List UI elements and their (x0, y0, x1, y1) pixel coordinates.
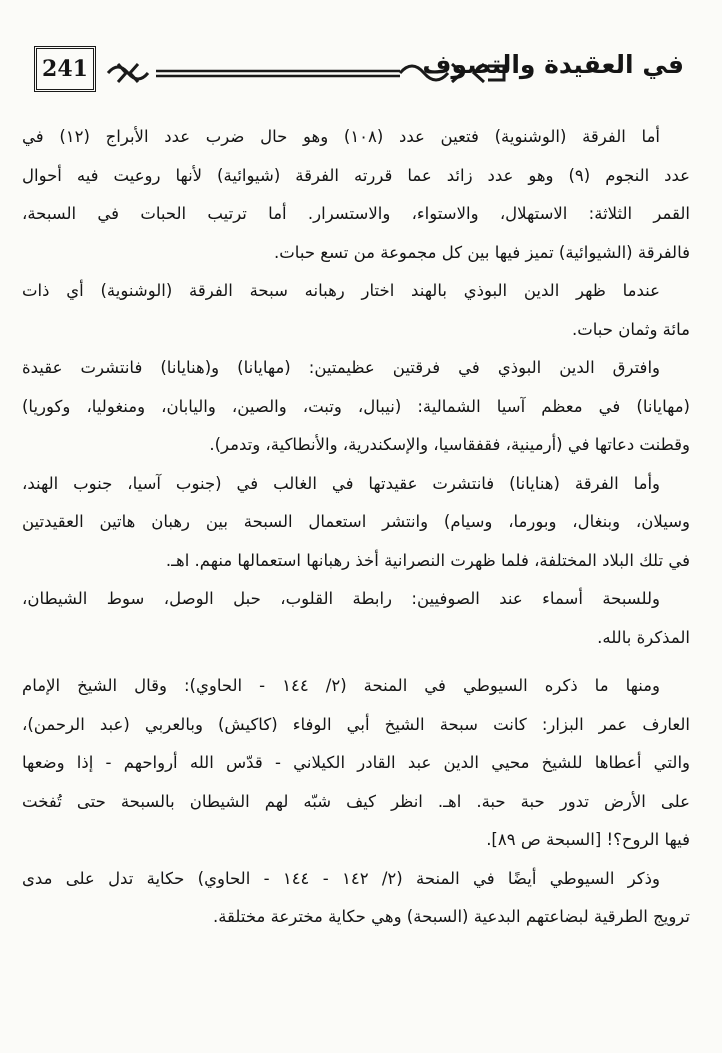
text-line: مائة وثمان حبات. (571, 319, 690, 339)
text-line: وقطنت دعاتها في (أرمينية، فقفقاسيا، والإسكندرية، والأنطاكية، وتدمر). (209, 435, 690, 454)
text-line: (مهايانا) في معظم آسيا الشمالية: (نيبال، وتبت، والصين، واليابان، ومنغوليا، وكوريا) (22, 396, 690, 416)
text-line: والتي أعطاها للشيخ محيي الدين عبد القادر الكيلاني - قدّس الله أرواحهم - إذا وضعها (22, 753, 690, 772)
text-line: فالفرقة (الشيوائية) تميز فيها بين كل مجموعة من تسع حبات. (274, 242, 690, 262)
text-line: وأما الفرقة (هنايانا) فانتشرت عقيدتها في الغالب في (جنوب آسيا، جنوب الهند، (22, 473, 660, 493)
text-line: عدد النجوم (٩) وهو عدد زائد عما قررته الفرقة (شيوائية) لأنها روعيت فيه أحوال (22, 165, 690, 185)
text-line: العارف عمر البزار: كانت سبحة الشيخ أبي الوفاء (كاكيش) وبالعربي (عبد الرحمن)، (22, 714, 690, 734)
text-line: ترويج الطرقية لبضاعتهم البدعية (السبحة) وهي حكاية مخترعة مختلقة. (212, 907, 690, 926)
text-line: على الأرض تدور حبة حبة. اهـ. انظر كيف شبّه لهم الشيطان بالسبحة حتى تُفخت (22, 791, 690, 811)
text-line: في تلك البلاد المختلفة، فلما ظهرت النصرانية أخذ رهبانها استعمالها منهم. اهـ. (165, 550, 690, 570)
text-line: وسيلان، وبنغال، وبورما، وسيام) وانتشر استعمال السبحة بين رهبان هاتين العقيدتين (22, 512, 690, 531)
text-line: ومنها ما ذكره السيوطي في المنحة (٢/ ١٤٤ - الحاوي): وقال الشيخ الإمام (22, 676, 660, 695)
text-line: وافترق الدين البوذي في فرقتين عظيمتين: (مهايانا) و(هنايانا) فانتشرت عقيدة (22, 358, 660, 377)
text-line: فيها الروح؟! [السبحة ص ٨٩]. (486, 830, 690, 849)
text-line: وذكر السيوطي أيضًا في المنحة (٢/ ١٤٢ - ١٤٤ - الحاوي) حكاية تدل على مدى (22, 868, 660, 888)
text-line: القمر الثلاثة: الاستهلال، والاستواء، والاستسرار. أما ترتيب الحبات في السبحة، (22, 204, 690, 223)
paragraph-gap (22, 657, 690, 667)
text-line: أما الفرقة (الوشنوية) فتعين عدد (١٠٨) وهو حال ضرب عدد الأبراج (١٢) في (22, 127, 660, 146)
text-line: عندما ظهر الدين البوذي بالهند اختار رهبانه سبحة الفرقة (الوشنوية) أي ذات (22, 281, 660, 300)
text-line: وللسبحة أسماء عند الصوفيين: رابطة القلوب، حبل الوصل، سوط الشيطان، (22, 589, 660, 608)
text-line: المذكرة بالله. (597, 627, 690, 647)
page-header (34, 46, 684, 102)
page-number: 241 (34, 46, 96, 92)
body-text (22, 118, 690, 937)
running-title: في العقيدة والتصوف (422, 50, 684, 79)
